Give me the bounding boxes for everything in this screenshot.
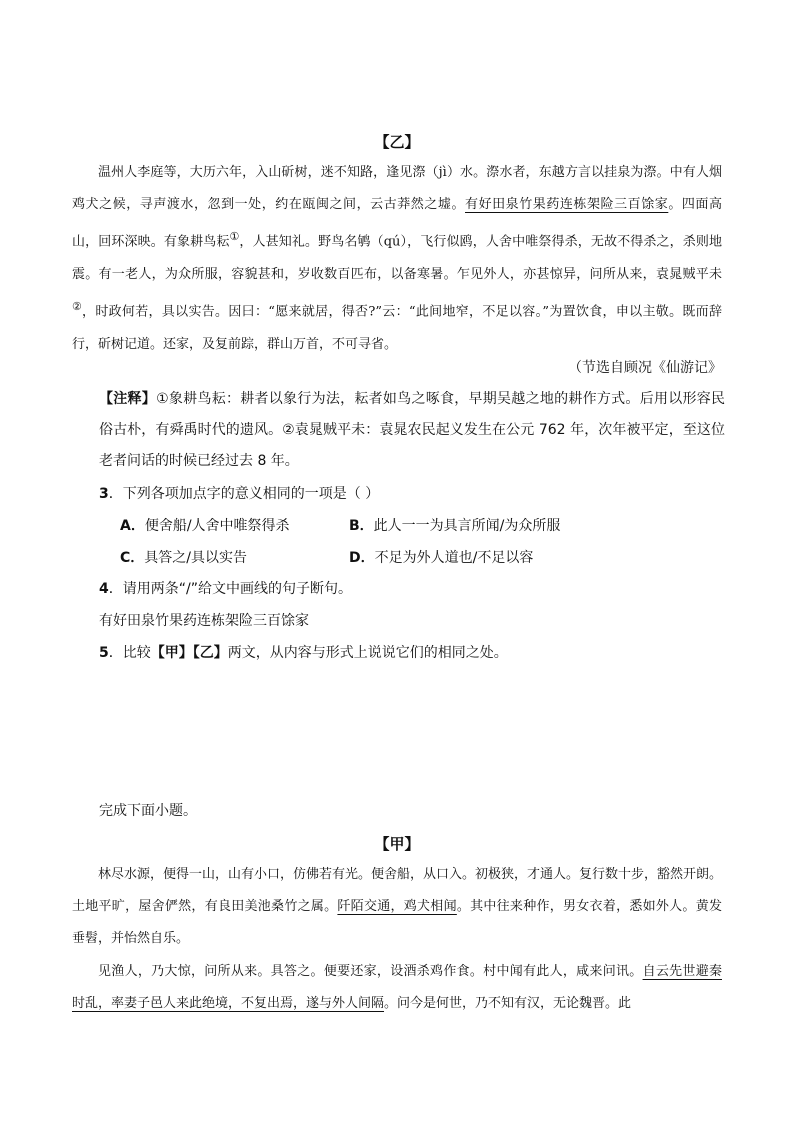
passage-yi-text-2: 。四面高山，回环深映。有象耕鸟耘 bbox=[72, 197, 722, 250]
question-5 bbox=[99, 642, 739, 662]
note-ref-2[interactable]: ② bbox=[72, 300, 83, 314]
question-5-yi: 【乙】 bbox=[192, 645, 228, 661]
annotation-2-text: ：袁晁农民起义发生在公元 762 年，次年被平定，至这位老者问话的时候已经过去 8 年。 bbox=[99, 422, 725, 469]
option-c-text: 具答之/具以实告 bbox=[144, 550, 247, 566]
question-5-text-b: 两文，从内容与形式上说说它们的相同之处。 bbox=[227, 645, 508, 661]
annotation-1-term: 象耕鸟耘 bbox=[168, 391, 226, 407]
question-3-option-a[interactable] bbox=[120, 515, 290, 535]
question-4 bbox=[99, 578, 739, 598]
question-4-number: 4 bbox=[99, 581, 109, 597]
underlined-sentence-yi: 有好田泉竹果药连栋架险三百馀家 bbox=[465, 197, 669, 213]
question-3-number: 3 bbox=[99, 486, 109, 502]
passage-jia-paragraph-2 bbox=[72, 956, 722, 1020]
annotation-2-mark: ② bbox=[282, 422, 295, 438]
annotation-1-text: ：耕者以象行为法，耘者如鸟之啄食，早期吴越之地的耕作方式。后用以形容民俗古朴，有舜禹时代的遗风。 bbox=[99, 391, 726, 438]
option-d-label: D． bbox=[349, 550, 375, 566]
passage-yi-text-3: ，人甚知礼。野鸟名鸲（qú），飞行似鸥，人舍中唯祭得杀，无故不得杀之，杀则地震。有一老人，为众所服，容貌甚和，岁收数百匹布，以备寒暑。乍见外人，亦甚惊异，问所从来，袁晁贼平未 bbox=[72, 234, 722, 282]
passage-source: （节选自顾况《仙游记》 bbox=[568, 360, 722, 376]
passage-jia-text-3: 见渔人，乃大惊，问所从来。具答之。便要还家，设酒杀鸡作食。村中闻有此人，咸来问讯。 bbox=[98, 963, 643, 979]
question-5-jia: 【甲】 bbox=[150, 645, 193, 661]
option-d-text: 不足为外人道也/不足以容 bbox=[374, 550, 534, 566]
underlined-sentence-jia-2: 自云先世避秦时乱，率妻子邑人来此绝境，不复出焉，遂与外人间隔 bbox=[72, 963, 722, 1011]
question-4-text: ．请用两条“/”给文中画线的句子断句。 bbox=[108, 581, 352, 597]
passage-jia-paragraph-1 bbox=[72, 859, 722, 956]
note-ref-1[interactable]: ① bbox=[229, 230, 240, 244]
instruction-text: 完成下面小题。 bbox=[99, 803, 197, 819]
option-b-label: B． bbox=[349, 518, 374, 534]
option-a-label: A． bbox=[120, 518, 145, 534]
annotation-2-term: 袁晁贼平未 bbox=[294, 422, 366, 438]
passage-yi-paragraph bbox=[72, 157, 722, 361]
section-heading-jia: 【甲】 bbox=[374, 835, 420, 853]
annotation-label: 【注释】 bbox=[99, 391, 157, 407]
passage-jia-text-2: 。其中往来种作，男女衣着，悉如外人。黄发垂髫，并怡然自乐。 bbox=[72, 899, 722, 947]
question-3-option-d[interactable] bbox=[349, 547, 533, 567]
question-3-text: ．下列各项加点字的意义相同的一项是（ ） bbox=[108, 486, 380, 502]
question-3 bbox=[99, 483, 739, 503]
passage-yi bbox=[72, 157, 722, 361]
passage-jia-text-4: 。问今是何世，乃不知有汉，无论魏晋。此 bbox=[384, 995, 632, 1011]
passage-jia bbox=[72, 859, 722, 1020]
annotation-block bbox=[99, 384, 725, 477]
question-5-number: 5 bbox=[99, 645, 109, 661]
question-3-option-c[interactable] bbox=[120, 547, 247, 567]
passage-yi-text-4: ，时政何若，具以实告。因曰：“愿来就居，得否?”云：“此间地窄，不足以容。”为置饮食，申以主敬。既而辞行，斫树记道。还家，及复前踪，群山万首，不可寻省。 bbox=[72, 304, 722, 352]
passage-jia-text-1: 林尽水源，便得一山，山有小口，仿佛若有光。便舍船，从口入。初极狭，才通人。复行数十步，豁然开朗。土地平旷，屋舍俨然，有良田美池桑竹之属。 bbox=[72, 867, 723, 915]
question-3-option-b[interactable] bbox=[349, 515, 560, 535]
option-a-text: 便舍船/人舍中唯祭得杀 bbox=[144, 518, 290, 534]
option-b-text: 此人一一为具言所闻/为众所服 bbox=[373, 518, 561, 534]
section-heading-yi: 【乙】 bbox=[374, 133, 420, 151]
underlined-sentence-jia-1: 阡陌交通，鸡犬相闻 bbox=[337, 899, 457, 915]
annotation-1-mark: ① bbox=[156, 391, 169, 407]
question-4-sentence: 有好田泉竹果药连栋架险三百馀家 bbox=[99, 613, 309, 629]
option-c-label: C． bbox=[120, 550, 145, 566]
question-5-text-a: ．比较 bbox=[108, 645, 151, 661]
passage-yi-text-1: 温州人李庭等，大历六年，入山斫树，迷不知路，逢见漈（jì）水。漈水者，东越方言以挂泉为漈。中有人烟鸡犬之候，寻声渡水，忽到一处，约在瓯闽之间，云古莽然之墟。 bbox=[72, 165, 722, 213]
